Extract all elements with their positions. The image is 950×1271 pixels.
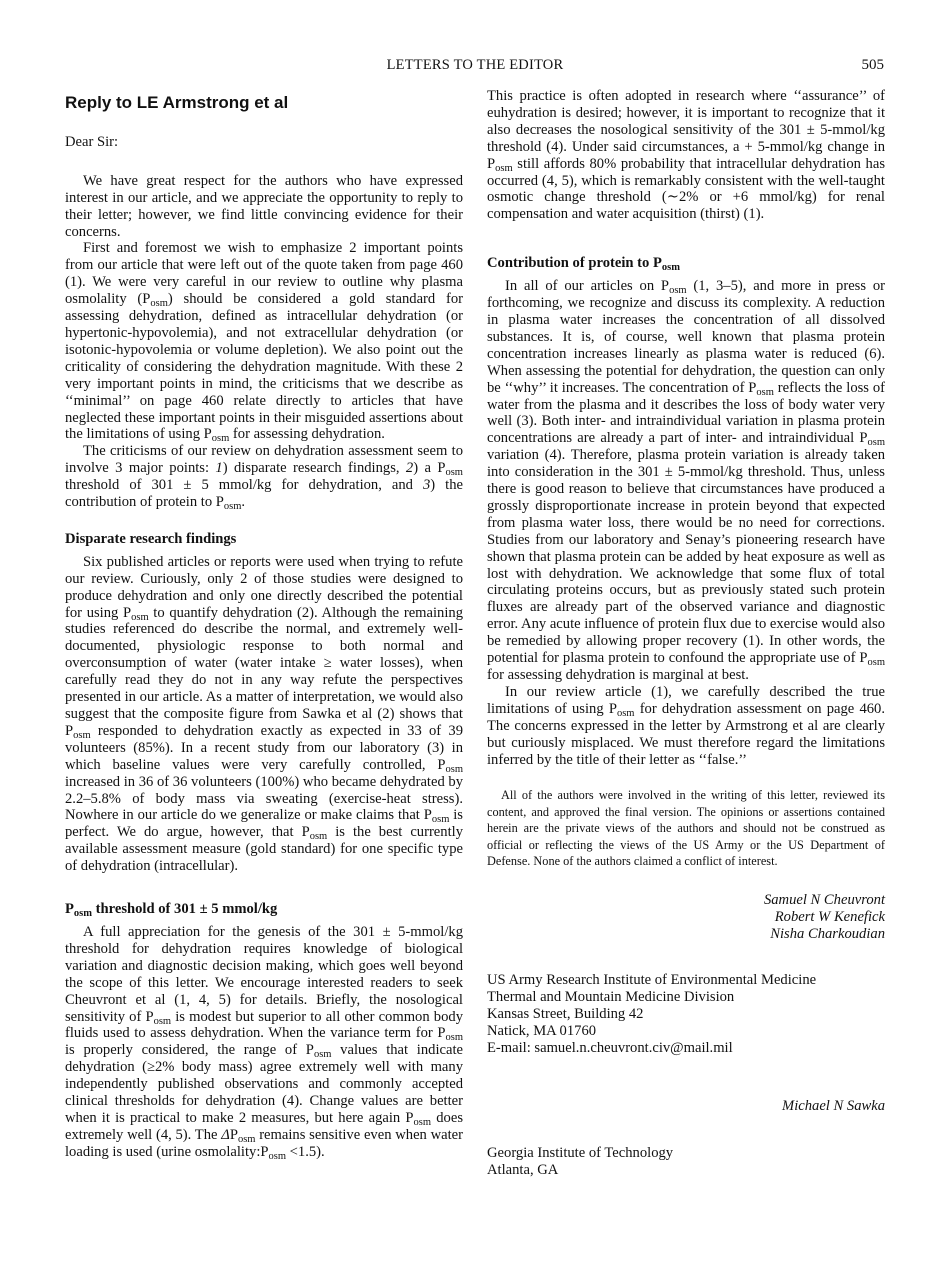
salutation: Dear Sir: xyxy=(65,133,119,150)
left-column xyxy=(65,88,463,1161)
address-line: Kansas Street, Building 42 xyxy=(487,1006,644,1022)
author-name: Samuel N Cheuvront xyxy=(763,892,885,909)
author-name: Robert W Kenefick xyxy=(774,909,885,926)
body-paragraph: We have great respect for the authors who have expressed interest in our article, and we appreciate the opportunity to reply to their letter; however, we find little convincing evidence for their concerns. xyxy=(65,172,463,240)
body-paragraph: In our review article (1), we carefully described the true limitations of using $P_{osm}$ for dehydration assessment on page 460. The concerns expressed in the letter by Armstrong et al are clearly but curiously misplaced. We must therefore regard the limitations inferred by the title of their letter as ‘‘false.’’ xyxy=(487,683,885,768)
author-name: Michael N Sawka xyxy=(782,1097,885,1114)
body-paragraph: A full appreciation for the genesis of the 301 ± 5-mmol/kg threshold for dehydration requires knowledge of biological variation and diagnostic decision making, which goes well beyond the scope of this letter. We encourage interested readers to seek Cheuvront et al (1, 4, 5) for details. Briefly, the nosological sensitivity of $P_{osm}$ is modest but superior to all other common body fluids used to assess dehydration. When the variance term for $P_{osm}$ is properly considered, the range of $P_{osm}$ values that indicate dehydration (≥2% body mass) agree extremely well with many independently published observations and commonly accepted clinical thresholds for dehydration (4). Change values are better when it is practical to make 2 measures, but here again $P_{osm}$ does extremely well (4, 5). The $\Delta P_{osm}$ remains sensitive even when water loading is used (urine $osmolality:P_{osm} <1.5$). xyxy=(65,923,464,1162)
page-number: 505 xyxy=(861,57,884,73)
section-heading-threshold: $P_{osm}$ threshold of 301 ± 5 mmol/kg xyxy=(65,901,278,920)
section-heading-protein: Contribution of protein to $P_{osm}$ xyxy=(487,255,680,274)
disclosure-note: All of the authors were involved in the writing of this letter, reviewed its content, and approved the final version. The opinions or assertions contained herein are the private views of the authors and should not be construed as official or reflecting the views of the US Army or the US Department of Defense. None of the authors claimed a conflict of interest. xyxy=(487,788,885,869)
section-heading-disparate: Disparate research findings xyxy=(65,530,237,547)
address-line: Thermal and Mountain Medicine Division xyxy=(487,989,735,1006)
body-paragraph: First and foremost we wish to emphasize 2 important points from our article that were left out of the quote taken from page 460 (1). We were very careful in our review to outline why plasma osmolality $(P_{osm})$ should be considered a gold standard for assessing dehydration, defined as intracellular dehydration (or hypertonic-hypovolemia), and not extracellular dehydration (or isotonic-hypovolemia or volume depletion). We also point out the criticality of considering the dehydration magnitude. With these 2 very important points in mind, the criticisms that we describe as ‘‘minimal’’ on page 460 relate directly to articles that have neglected these important points in their misguided assertions about the limitations of using $P_{osm}$ for assessing dehydration. xyxy=(65,240,463,445)
affiliation-address xyxy=(487,972,885,1057)
address-line: Georgia Institute of Technology xyxy=(487,1144,674,1161)
right-column xyxy=(487,88,885,1178)
body-paragraph: The criticisms of our review on dehydration assessment seem to involve 3 major points: 1) disparate research findings, 2) a $P_{osm}$ threshold of 301 ± 5 mmol/kg for dehydration, and 3) the contribution of protein to $P_{osm}$. xyxy=(65,443,463,513)
signature-block xyxy=(487,892,885,943)
address-line: US Army Research Institute of Environmental Medicine xyxy=(487,972,817,989)
body-paragraph: This practice is often adopted in research where ‘‘assurance’’ of euhydration is desired; however, it is important to recognize that it also decreases the nosological sensitivity of the 301 ± 5-mmol/kg threshold (4). Under said circumstances, a + 5-mmol/kg change in $P_{osm}$ still affords 80% probability that intracellular dehydration has occurred (4, 5), which is remarkably consistent with the well-taught osmotic change threshold (∼2% or +6 mmol/kg) for renal compensation and water acquisition (thirst) (1). xyxy=(487,88,885,223)
author-name: Nisha Charkoudian xyxy=(770,926,885,943)
address-line: Atlanta, GA xyxy=(487,1161,559,1178)
body-paragraph: In all of our articles on $P_{osm}$ (1, 3–5), and more in press or forthcoming, we recognize and discuss its complexity. A reduction in plasma water increases the concentration of all dissolved substances. It is, of course, well known that plasma protein concentration increases linearly as plasma water is reduced (6). When assessing the potential for dehydration, the question can only be ‘‘why’’ it increases. The concentration of $P_{osm}$ reflects the loss of water from the plasma and it describes the loss of body water very well (3). Both inter- and intraindividual variation in plasma protein concentrations are already a part of inter- and intraindividual $P_{osm}$ variation (4). Therefore, plasma protein variation is already taken into consideration in the 301 ± 5-mmol/kg threshold. Thus, unless there is good reason to believe that circumstances have produced a grossly disproportionate increase in protein beyond that expected from plasma water loss, there would be no need for corrections. Studies from our laboratory and Senay’s pioneering research have shown that plasma protein can be added by heat exposure as well as lost with dehydration. We acknowledge that some flux of total circulating proteins occurs, but as previously stated such protein fluxes are already part of the observed variance and diagnostic error. Any acute influence of protein flux due to exercise would also be remedied by allowing proper recovery (1). In other words, the potential for plasma protein to confound the appropriate use of $P_{osm}$ for assessing dehydration is marginal at best. xyxy=(487,278,885,683)
letter-title: Reply to LE Armstrong et al xyxy=(65,93,289,112)
email-line[interactable]: E-mail: samuel.n.cheuvront.civ@mail.mil xyxy=(487,1039,733,1056)
affiliation-address xyxy=(487,1145,885,1179)
address-line: Natick, MA 01760 xyxy=(487,1022,597,1039)
running-title: LETTERS TO THE EDITOR xyxy=(386,57,564,73)
body-paragraph: Six published articles or reports were used when trying to refute our review. Curiously, only 2 of those studies were designed to produce dehydration and only one directly described the potential for using $P_{osm}$ to quantify dehydration (2). Although the remaining studies referenced do describe the normal, and extremely well-documented, physiologic response to both normal and overconsumption of water (water intake ≥ water losses), when carefully read they do not in any way refute the perspectives presented in our article. As a matter of interpretation, we would also suggest that the composite figure from Sawka et al (2) shows that $P_{osm}$ responded to dehydration exactly as expected in 33 of 39 volunteers (85%). In a recent study from our laboratory (3) in which baseline values were very carefully controlled, $P_{osm}$ increased in 36 of 36 volunteers (100%) who became dehydrated by 2.2–5.8% of body mass via sweating (exercise-heat stress). Nowhere in our article do we generalize or make claims that $P_{osm}$ is perfect. We do argue, however, that $P_{osm}$ is the best currently available assessment measure (gold standard) for one specific type of dehydration (intracellular). xyxy=(65,553,463,875)
